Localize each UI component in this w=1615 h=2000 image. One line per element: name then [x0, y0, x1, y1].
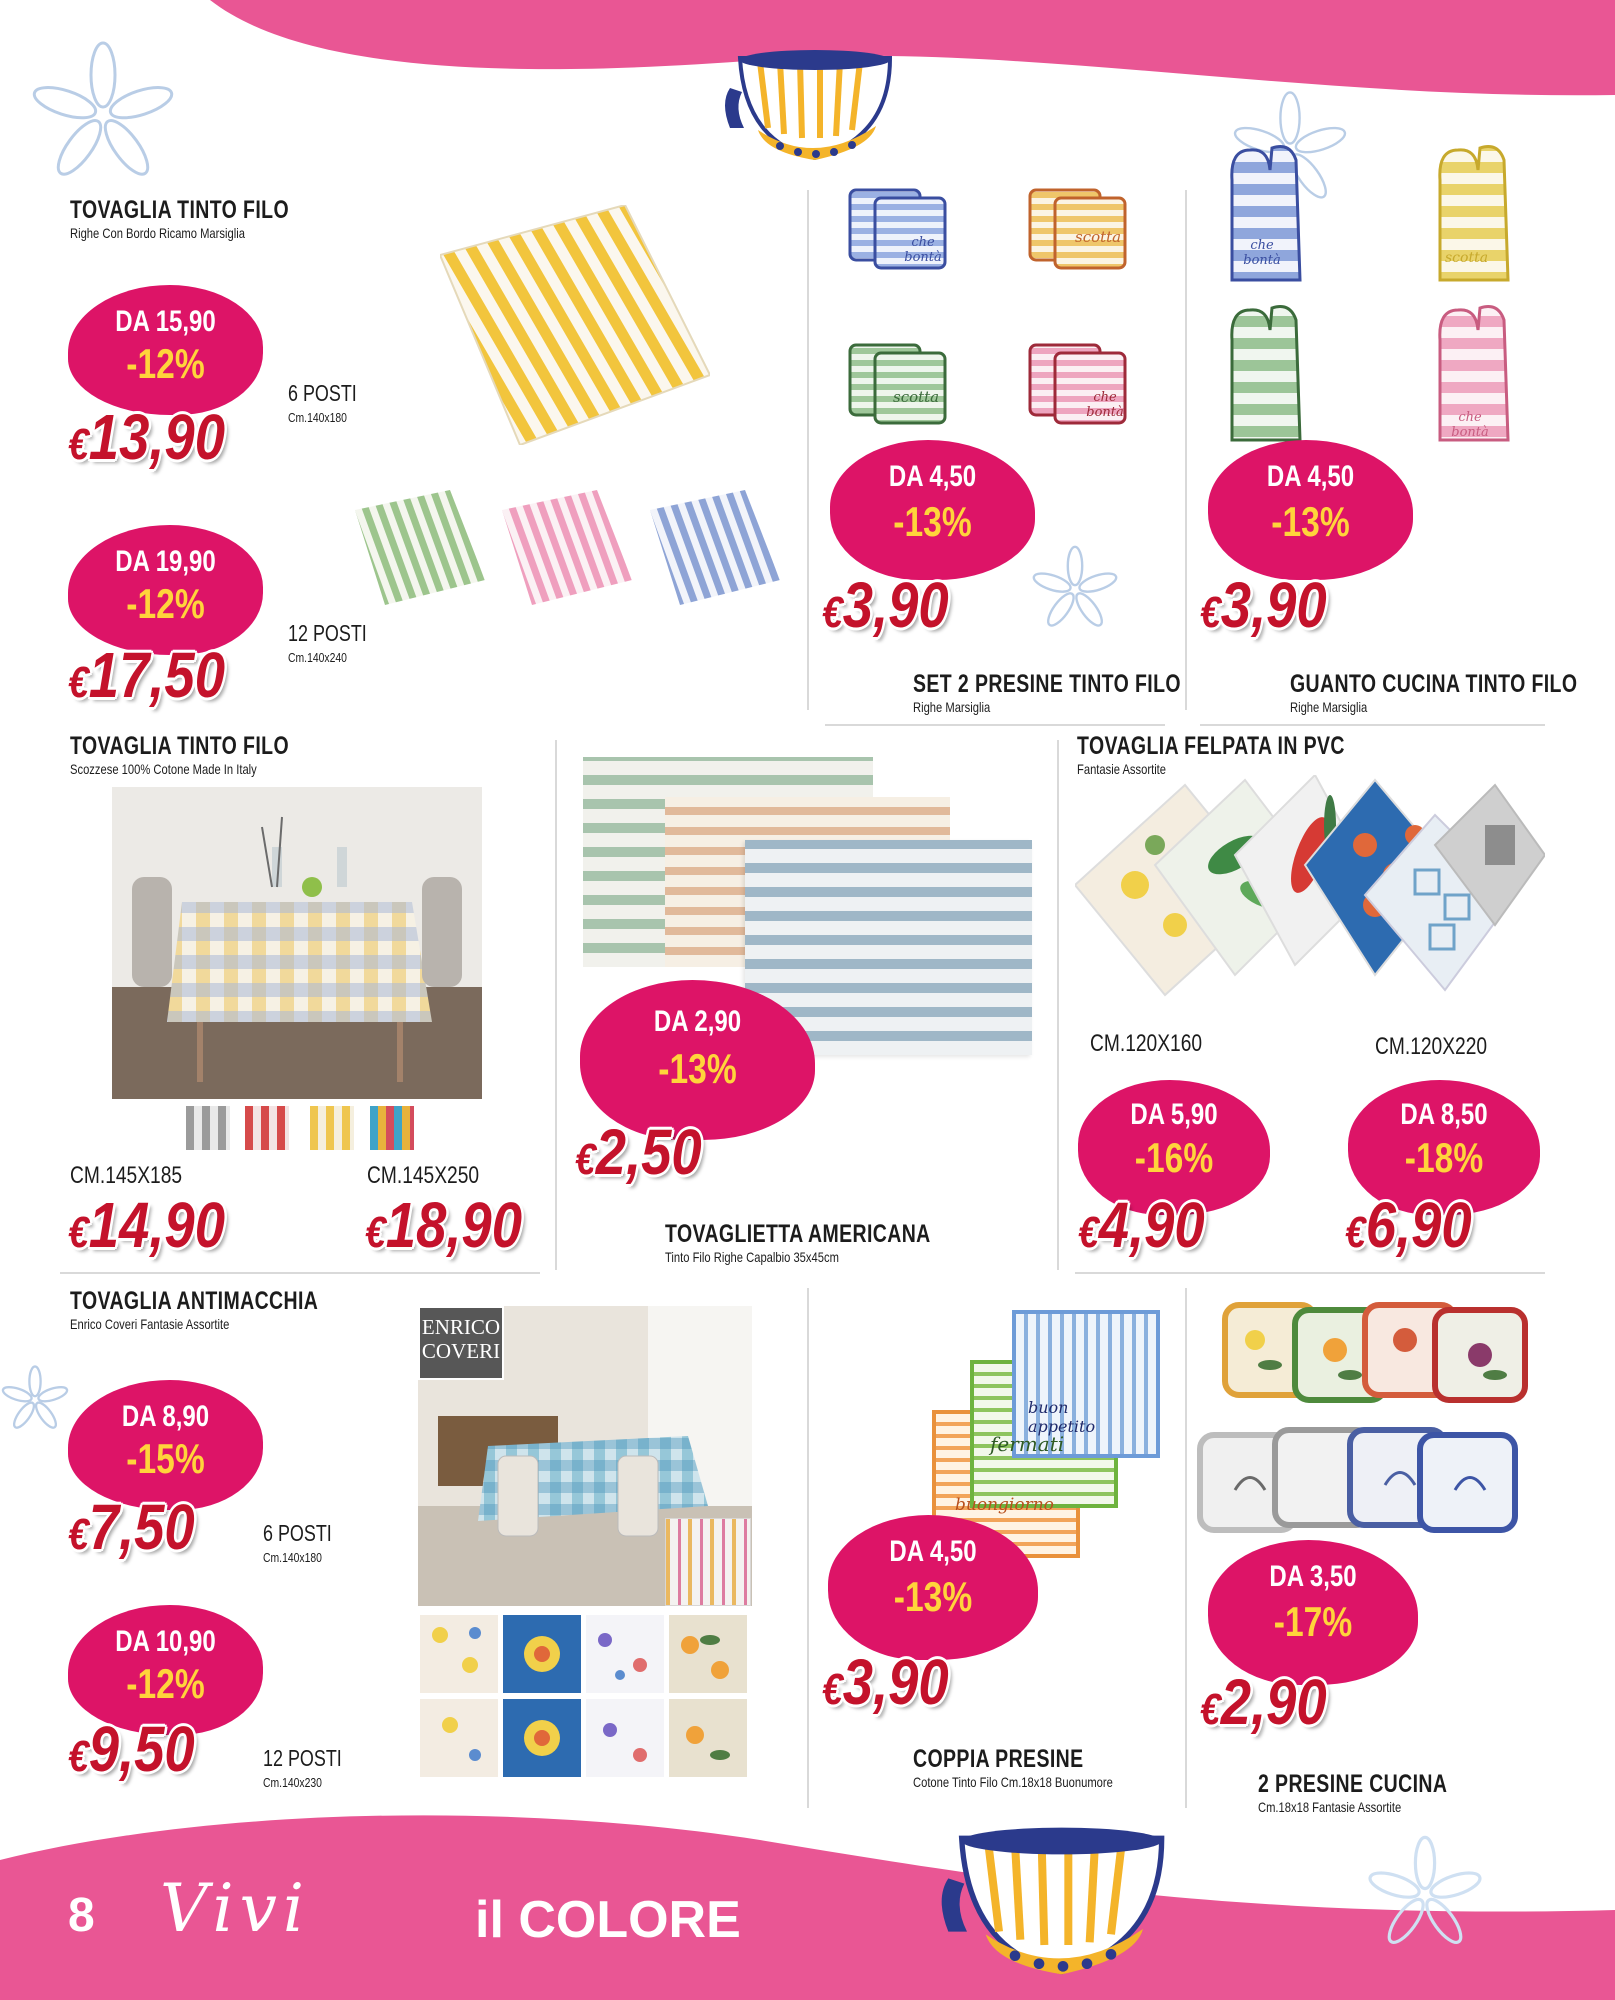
place-settings: 12 POSTI	[263, 1745, 342, 1771]
pvc-tablecloths-image	[1075, 775, 1545, 1025]
price: €17,50	[68, 639, 225, 711]
product-title: TOVAGLIETTA AMERICANA	[665, 1220, 931, 1248]
embroidery-text: che bontà	[1086, 390, 1124, 420]
product-title: TOVAGLIA TINTO FILO	[70, 196, 290, 224]
slogan-script: Vivi	[160, 1870, 311, 1947]
embroidery-text: buongiorno	[955, 1495, 1054, 1515]
discount-badge: DA 19,90 -12%	[68, 525, 263, 655]
discount-badge: DA 2,90 -13%	[580, 980, 815, 1140]
product-title: COPPIA PRESINE	[913, 1745, 1084, 1773]
swatch-red[interactable]	[245, 1106, 289, 1150]
dimensions: Cm.140x180	[263, 1550, 322, 1565]
discount-badge: DA 4,50 -13%	[828, 1515, 1038, 1660]
size-label: CM.120X220	[1375, 1033, 1488, 1060]
embroidery-text: che bontà	[1451, 410, 1489, 440]
embroidery-text: scotta	[1075, 228, 1122, 246]
place-settings: 12 POSTI	[288, 620, 367, 646]
flower-icon	[0, 1365, 70, 1435]
discount-badge: DA 5,90 -16%	[1078, 1080, 1270, 1215]
napkin-blue-image	[650, 490, 780, 605]
price: €3,90	[1200, 569, 1327, 641]
dimensions: Cm.140x180	[288, 410, 347, 425]
price: €13,90	[68, 401, 225, 473]
dining-room-photo	[112, 787, 482, 1099]
price: €6,90	[1345, 1189, 1472, 1261]
product-subtitle: Fantasie Assortite	[1077, 761, 1167, 777]
place-settings: 6 POSTI	[288, 380, 357, 406]
place-settings: 6 POSTI	[263, 1520, 332, 1546]
divider	[1185, 190, 1187, 710]
fabric-swatch	[665, 1518, 751, 1606]
product-title: TOVAGLIA FELPATA IN PVC	[1077, 732, 1345, 760]
embroidery-text: che bontà	[1243, 238, 1281, 268]
swatch-multicolor[interactable]	[370, 1106, 414, 1150]
discount-badge: DA 15,90 -12%	[68, 285, 263, 415]
embroidery-text: buon appetito	[1028, 1398, 1096, 1436]
discount-badge: DA 3,50 -17%	[1208, 1540, 1418, 1685]
product-title: 2 PRESINE CUCINA	[1258, 1770, 1448, 1798]
swatch-yellow[interactable]	[310, 1106, 354, 1150]
page-number: 8	[68, 1889, 95, 1942]
napkin-pink-image	[502, 490, 632, 605]
divider	[1200, 724, 1545, 726]
product-title: TOVAGLIA ANTIMACCHIA	[70, 1287, 319, 1315]
flower-icon	[1365, 1835, 1485, 1955]
tablecloth-image	[440, 205, 710, 445]
pattern-swatches	[420, 1615, 750, 1777]
divider	[1057, 740, 1059, 1270]
size-label: CM.145X250	[367, 1162, 480, 1189]
product-title: GUANTO CUCINA TINTO FILO	[1290, 670, 1578, 698]
product-title: SET 2 PRESINE TINTO FILO	[913, 670, 1181, 698]
slogan-bold: il COLORE	[475, 1891, 741, 1949]
discount-badge: DA 10,90 -12%	[68, 1605, 263, 1735]
size-label: CM.145X185	[70, 1162, 183, 1189]
price: €18,90	[365, 1189, 522, 1261]
size-label: CM.120X160	[1090, 1030, 1203, 1057]
divider	[60, 1272, 540, 1274]
divider	[555, 740, 557, 1270]
divider	[1185, 1288, 1187, 1808]
embroidery-text: fermati	[990, 1432, 1065, 1456]
price: €3,90	[822, 569, 949, 641]
price: €3,90	[822, 1646, 949, 1718]
discount-badge: DA 8,50 -18%	[1348, 1080, 1540, 1215]
flower-icon	[28, 40, 178, 190]
dimensions: Cm.140x230	[263, 1775, 322, 1790]
product-subtitle: Cotone Tinto Filo Cm.18x18 Buonumore	[913, 1774, 1113, 1790]
swatch-grey[interactable]	[186, 1106, 230, 1150]
price: €2,90	[1200, 1666, 1327, 1738]
discount-badge: DA 4,50 -13%	[1208, 440, 1413, 580]
discount-badge: DA 4,50 -13%	[830, 440, 1035, 580]
product-subtitle: Righe Con Bordo Ricamo Marsiglia	[70, 225, 245, 241]
cup-illustration-bottom	[935, 1820, 1175, 1990]
price: €7,50	[68, 1491, 195, 1563]
price: €4,90	[1078, 1189, 1205, 1261]
divider	[807, 190, 809, 710]
dimensions: Cm.140x240	[288, 650, 347, 665]
divider	[1075, 1272, 1545, 1274]
embroidery-text: scotta	[893, 388, 940, 406]
product-subtitle: Cm.18x18 Fantasie Assortite	[1258, 1799, 1402, 1815]
product-subtitle: Enrico Coveri Fantasie Assortite	[70, 1316, 230, 1332]
embroidery-text: scotta	[1445, 250, 1489, 266]
napkin-green-image	[355, 490, 485, 605]
product-title: TOVAGLIA TINTO FILO	[70, 732, 290, 760]
price: €2,50	[575, 1116, 702, 1188]
cup-illustration-top	[720, 48, 900, 168]
discount-badge: DA 8,90 -15%	[68, 1380, 263, 1510]
product-subtitle: Scozzese 100% Cotone Made In Italy	[70, 761, 257, 777]
potholders-floral-image	[1195, 1300, 1545, 1540]
product-subtitle: Righe Marsiglia	[913, 699, 991, 715]
product-subtitle: Tinto Filo Righe Capalbio 35x45cm	[665, 1249, 839, 1265]
flower-icon	[1030, 545, 1120, 635]
embroidery-text: che bontà	[904, 235, 942, 265]
oven-mitts-image	[1220, 140, 1540, 450]
price: €14,90	[68, 1189, 225, 1261]
product-subtitle: Righe Marsiglia	[1290, 699, 1368, 715]
divider	[807, 1288, 809, 1808]
divider	[825, 724, 1165, 726]
brand-logo: ENRICO COVERI	[418, 1306, 504, 1380]
price: €9,50	[68, 1713, 195, 1785]
